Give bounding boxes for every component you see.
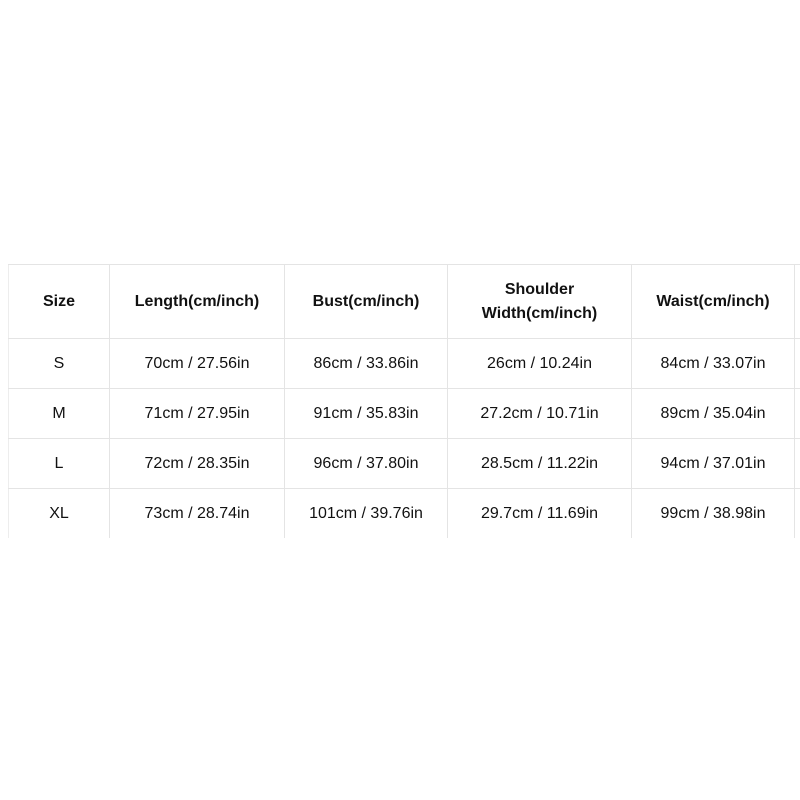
table-row xyxy=(9,389,800,439)
size-table xyxy=(8,264,800,538)
cell-size: L xyxy=(9,439,110,489)
cell-waist: 89cm / 35.04in xyxy=(632,389,795,439)
cell-waist: 99cm / 38.98in xyxy=(632,489,795,539)
cell-length: 72cm / 28.35in xyxy=(110,439,285,489)
cell-length: 73cm / 28.74in xyxy=(110,489,285,539)
table-row xyxy=(9,339,800,389)
cell-bust: 101cm / 39.76in xyxy=(285,489,448,539)
cell-waist: 84cm / 33.07in xyxy=(632,339,795,389)
cell-size: S xyxy=(9,339,110,389)
header-length: Length(cm/inch) xyxy=(110,265,285,339)
cell-shoulder-width: 26cm / 10.24in xyxy=(448,339,632,389)
header-shoulder-width: Shoulder Width(cm/inch) xyxy=(448,265,632,339)
cell-cut-off xyxy=(795,489,800,539)
cell-cut-off xyxy=(795,339,800,389)
cell-bust: 96cm / 37.80in xyxy=(285,439,448,489)
cell-shoulder-width: 28.5cm / 11.22in xyxy=(448,439,632,489)
header-cut-off-column xyxy=(795,265,800,339)
cell-size: XL xyxy=(9,489,110,539)
cell-length: 71cm / 27.95in xyxy=(110,389,285,439)
cell-length: 70cm / 27.56in xyxy=(110,339,285,389)
table-row xyxy=(9,439,800,489)
table-row xyxy=(9,489,800,539)
cell-cut-off xyxy=(795,439,800,489)
cell-shoulder-width: 29.7cm / 11.69in xyxy=(448,489,632,539)
header-size: Size xyxy=(9,265,110,339)
cell-shoulder-width: 27.2cm / 10.71in xyxy=(448,389,632,439)
cell-bust: 91cm / 35.83in xyxy=(285,389,448,439)
cell-cut-off xyxy=(795,389,800,439)
table-header-row xyxy=(9,265,800,339)
header-bust: Bust(cm/inch) xyxy=(285,265,448,339)
cell-bust: 86cm / 33.86in xyxy=(285,339,448,389)
cell-size: M xyxy=(9,389,110,439)
cell-waist: 94cm / 37.01in xyxy=(632,439,795,489)
header-waist: Waist(cm/inch) xyxy=(632,265,795,339)
size-chart xyxy=(8,264,800,538)
